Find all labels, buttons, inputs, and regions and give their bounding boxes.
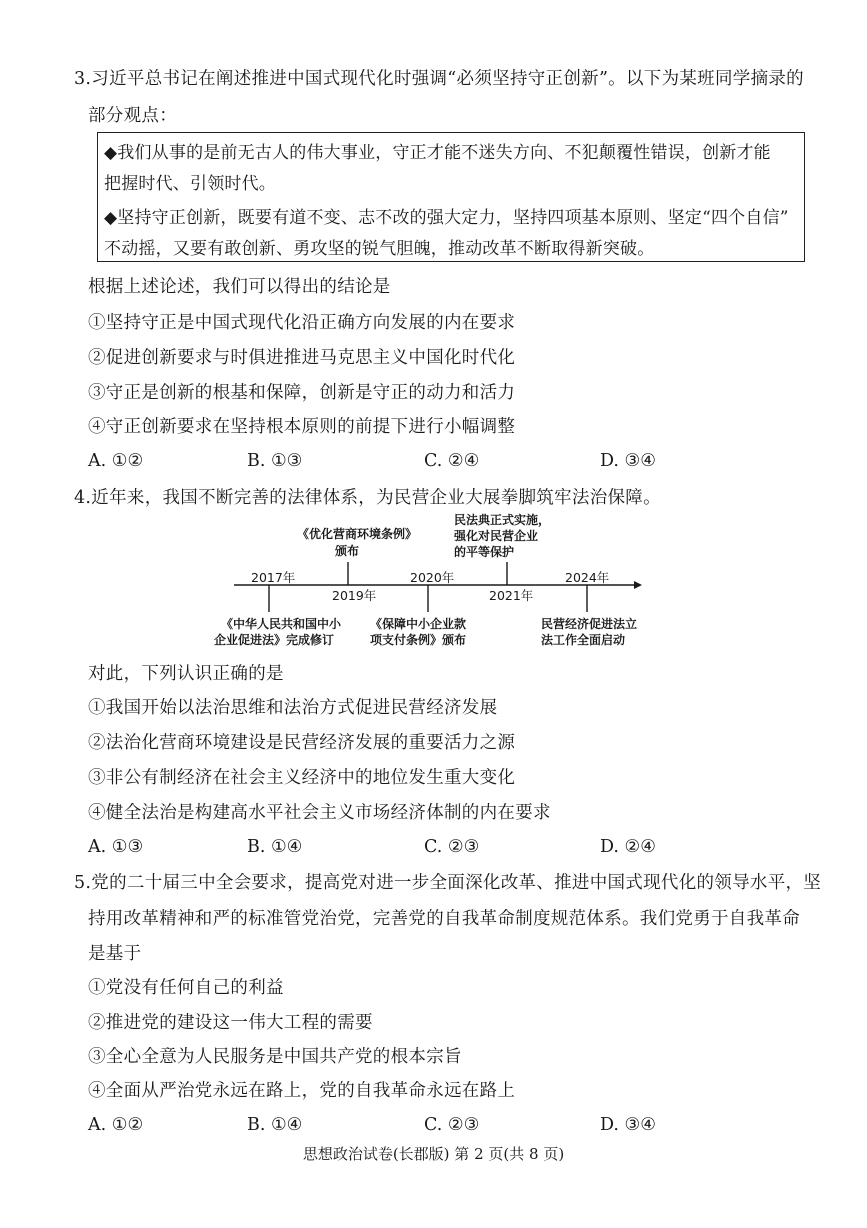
- q4-timeline-diagram: [0, 510, 867, 655]
- q3-stem-line-1: 3.习近平总书记在阐述推进中国式现代化时强调“必须坚持守正创新”。以下为某班同学摘录的: [74, 69, 804, 89]
- event-2024-line-1: 民营经济促进法立: [541, 617, 638, 631]
- event-2021-line-2: 强化对民营企业: [454, 529, 539, 543]
- q3-option-d[interactable]: D. ③④: [600, 451, 656, 471]
- q4-item-3: ③非公有制经济在社会主义经济中的地位发生重大变化: [88, 768, 516, 788]
- q5-stem-line-1: 5.党的二十届三中全会要求，提高党对进一步全面深化改革、推进中国式现代化的领导水平，坚: [74, 873, 822, 893]
- year-2021: 2021年: [489, 588, 534, 603]
- timeline-arrow: [634, 581, 642, 589]
- q5-option-a[interactable]: A. ①②: [88, 1115, 144, 1135]
- q4-item-2: ②法治化营商环境建设是民营经济发展的重要活力之源: [88, 733, 516, 753]
- q4-stem: 4.近年来，我国不断完善的法律体系，为民营企业大展拳脚筑牢法治保障。: [74, 488, 661, 508]
- q3-option-a[interactable]: A. ①②: [88, 451, 144, 471]
- q4-item-4: ④健全法治是构建高水平社会主义市场经济体制的内在要求: [88, 803, 551, 823]
- q3-box-line-4: 不动摇，又要有敢创新、勇攻坚的锐气胆魄，推动改革不断取得新突破。: [104, 239, 655, 259]
- q3-box-line-1: ◆我们从事的是前无古人的伟大事业，守正才能不迷失方向、不犯颠覆性错误，创新才能: [104, 143, 771, 163]
- q3-lead: 根据上述论述，我们可以得出的结论是: [88, 277, 391, 297]
- q3-option-b[interactable]: B. ①③: [247, 451, 303, 471]
- event-2017-line-1: 《中华人民共和国中小: [221, 617, 342, 631]
- q5-option-b[interactable]: B. ①④: [247, 1115, 303, 1135]
- event-2024-line-2: 法工作全面启动: [541, 633, 626, 647]
- q3-item-4: ④守正创新要求在坚持根本原则的前提下进行小幅调整: [88, 417, 516, 437]
- q4-item-1: ①我国开始以法治思维和法治方式促进民营经济发展: [88, 698, 498, 718]
- q5-option-c[interactable]: C. ②③: [424, 1115, 480, 1135]
- q3-item-2: ②促进创新要求与时俱进推进马克思主义中国化时代化: [88, 348, 516, 368]
- q5-stem-line-2: 持用改革精神和严的标准管党治党，完善党的自我革命制度规范体系。我们党勇于自我革命: [88, 909, 800, 929]
- year-2020: 2020年: [410, 570, 455, 585]
- q3-box-line-2: 把握时代、引领时代。: [104, 174, 276, 194]
- q3-box-line-3: ◆坚持守正创新，既要有道不变、志不改的强大定力，坚持四项基本原则、坚定“四个自信”: [104, 208, 789, 228]
- q3-stem-line-2: 部分观点：: [88, 106, 177, 126]
- event-2019-line-2: 颁布: [335, 544, 360, 558]
- q3-item-1: ①坚持守正是中国式现代化沿正确方向发展的内在要求: [88, 313, 516, 333]
- event-2019-line-1: 《优化营商环境条例》: [297, 527, 418, 541]
- event-2020-line-2: 项支付条例》颁布: [370, 633, 467, 647]
- q3-option-c[interactable]: C. ②④: [424, 451, 480, 471]
- q5-option-d[interactable]: D. ③④: [600, 1115, 656, 1135]
- q4-lead: 对此，下列认识正确的是: [88, 664, 284, 684]
- event-2021-line-1: 民法典正式实施，: [454, 513, 551, 527]
- q3-item-3: ③守正是创新的根基和保障，创新是守正的动力和活力: [88, 383, 516, 403]
- q5-item-1: ①党没有任何自己的利益: [88, 978, 284, 998]
- event-2021-line-3: 的平等保护: [454, 545, 515, 559]
- year-2017: 2017年: [251, 570, 296, 585]
- page-footer: 思想政治试卷(长郡版) 第 2 页(共 8 页): [302, 1145, 565, 1163]
- q4-option-a[interactable]: A. ①③: [88, 837, 144, 857]
- q4-option-b[interactable]: B. ①④: [247, 837, 303, 857]
- q5-item-4: ④全面从严治党永远在路上，党的自我革命永远在路上: [88, 1081, 516, 1101]
- q4-option-d[interactable]: D. ②④: [600, 837, 656, 857]
- q5-stem-line-3: 是基于: [88, 944, 142, 964]
- event-2020-line-1: 《保障中小企业款: [370, 617, 467, 631]
- event-2017-line-2: 企业促进法》完成修订: [214, 633, 335, 647]
- q5-item-3: ③全心全意为人民服务是中国共产党的根本宗旨: [88, 1047, 462, 1067]
- year-2024: 2024年: [565, 570, 610, 585]
- q4-option-c[interactable]: C. ②③: [424, 837, 480, 857]
- q5-item-2: ②推进党的建设这一伟大工程的需要: [88, 1013, 373, 1033]
- year-2019: 2019年: [332, 588, 377, 603]
